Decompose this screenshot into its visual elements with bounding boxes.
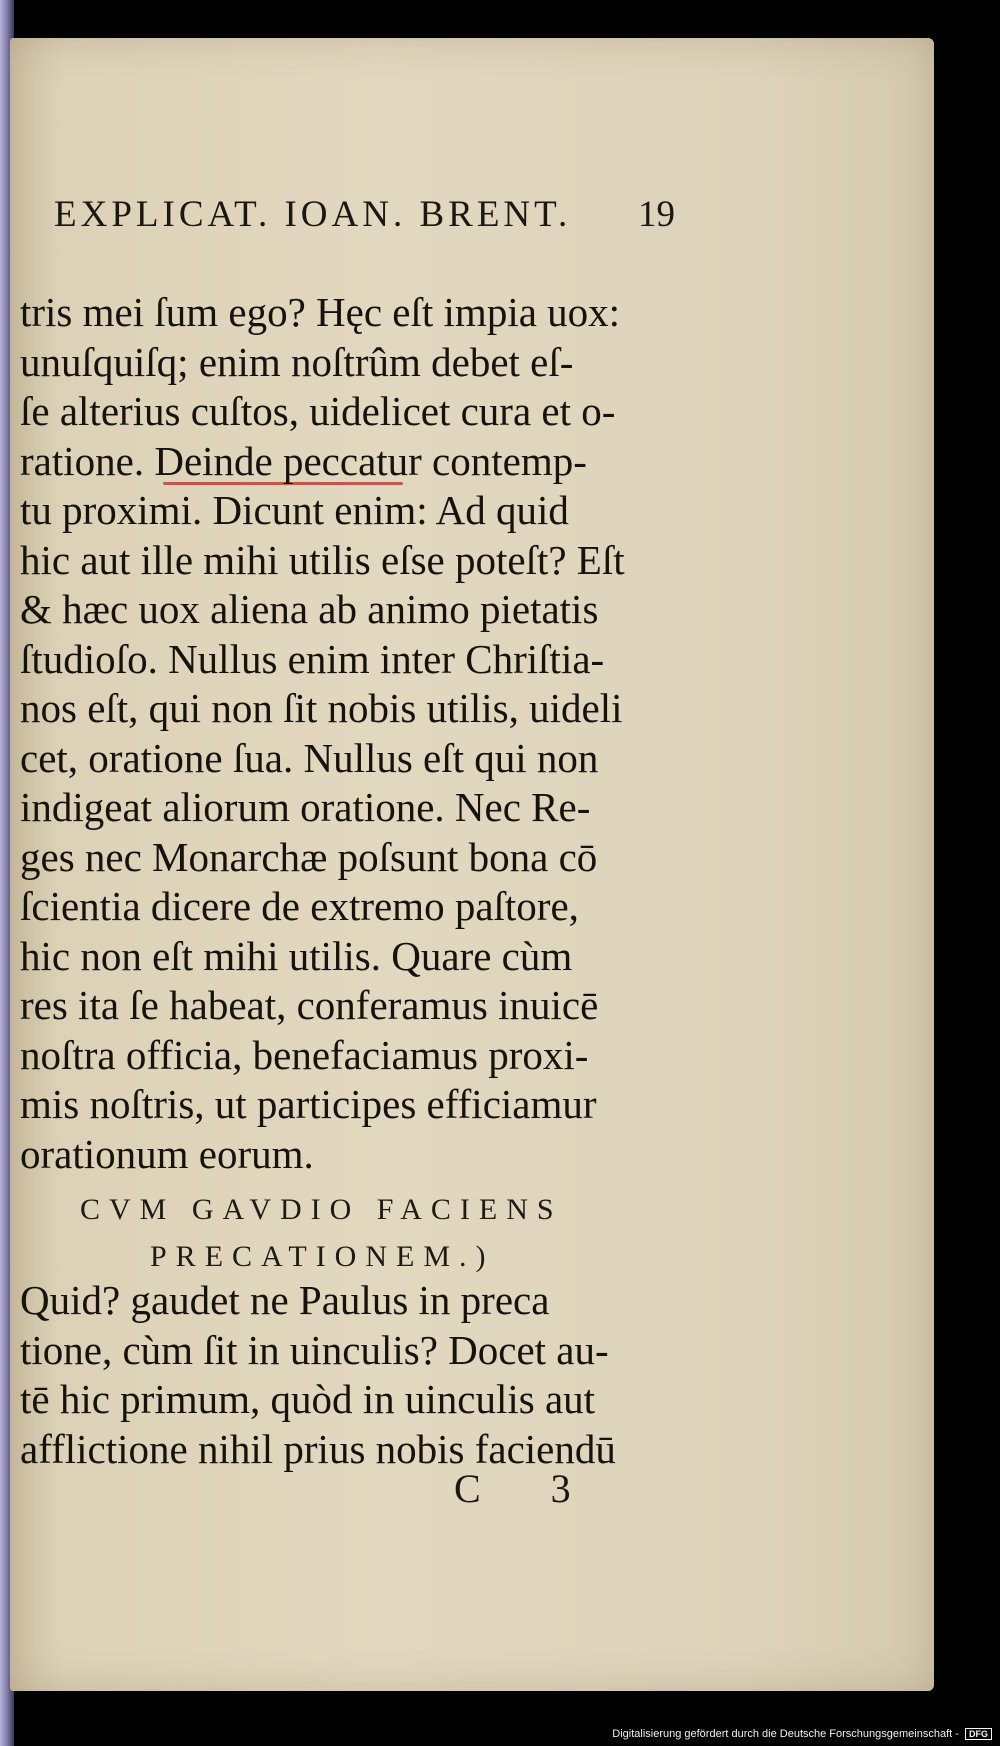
book-page: [10, 38, 934, 1691]
text-line: hic non eſt mihi utilis. Quare cùm: [20, 932, 573, 979]
text-line: & hæc uox aliena ab animo pietatis: [20, 586, 599, 632]
text-line: ſcientia dicere de extremo paſtore,: [20, 883, 579, 929]
section-heading-line-2: PRECATIONEM.): [150, 1240, 495, 1273]
text-line: noſtra officia, benefaciamus proxi-: [20, 1031, 589, 1078]
body-text-paragraph-2: [20, 1276, 680, 1474]
text-line: ges nec Monarchæ poſsunt bona cō: [20, 833, 598, 880]
folio-number: 19: [638, 194, 675, 235]
text-line: nos eſt, qui non ſit nobis utilis, uideli: [20, 685, 623, 731]
text-line: Quid? gaudet ne Paulus in preca: [20, 1277, 550, 1323]
text-line: tione, cùm ſit in uinculis? Docet au-: [20, 1326, 609, 1373]
text-line: cet, oratione ſua. Nullus eſt qui non: [20, 734, 599, 781]
body-text-paragraph-1: [20, 288, 680, 1179]
text-line: ratione. Deinde peccatur contemp-: [20, 437, 587, 484]
text-line: afflictione nihil prius nobis faciendū: [20, 1425, 616, 1472]
digitization-credit-text: Digitalisierung gefördert durch die Deutsche Forschungsgemeinschaft -: [612, 1728, 959, 1740]
text-line: ſtudioſo. Nullus enim inter Chriſtia-: [20, 635, 605, 682]
text-line: ſe alterius cuſtos, uidelicet cura et o-: [20, 388, 616, 434]
text-line: unuſquiſq; enim noſtrûm debet eſ-: [20, 338, 574, 385]
dfg-logo: DFG: [965, 1728, 992, 1740]
section-heading-line-1: CVM GAVDIO FACIENS: [80, 1193, 563, 1226]
running-head: EXPLICAT. IOAN. BRENT.: [54, 194, 572, 235]
text-line: indigeat aliorum oratione. Nec Re-: [20, 784, 591, 830]
digitization-credit: [612, 1728, 992, 1740]
signature-mark: C 3: [454, 1466, 601, 1511]
text-line: tu proximi. Dicunt enim: Ad quid: [20, 487, 569, 533]
text-line: tē hic primum, quòd in uinculis aut: [20, 1376, 596, 1422]
text-line: mis noſtris, ut participes efficiamur: [20, 1081, 597, 1127]
text-line: tris mei ſum ego? Hęc eſt impia uox:: [20, 289, 621, 335]
section-heading: [80, 1186, 680, 1280]
text-line: hic aut ille mihi utilis eſse poteſt? Eſt: [20, 536, 625, 583]
text-line: orationum eorum.: [20, 1130, 314, 1177]
text-line: res ita ſe habeat, conferamus inuicē: [20, 982, 599, 1028]
